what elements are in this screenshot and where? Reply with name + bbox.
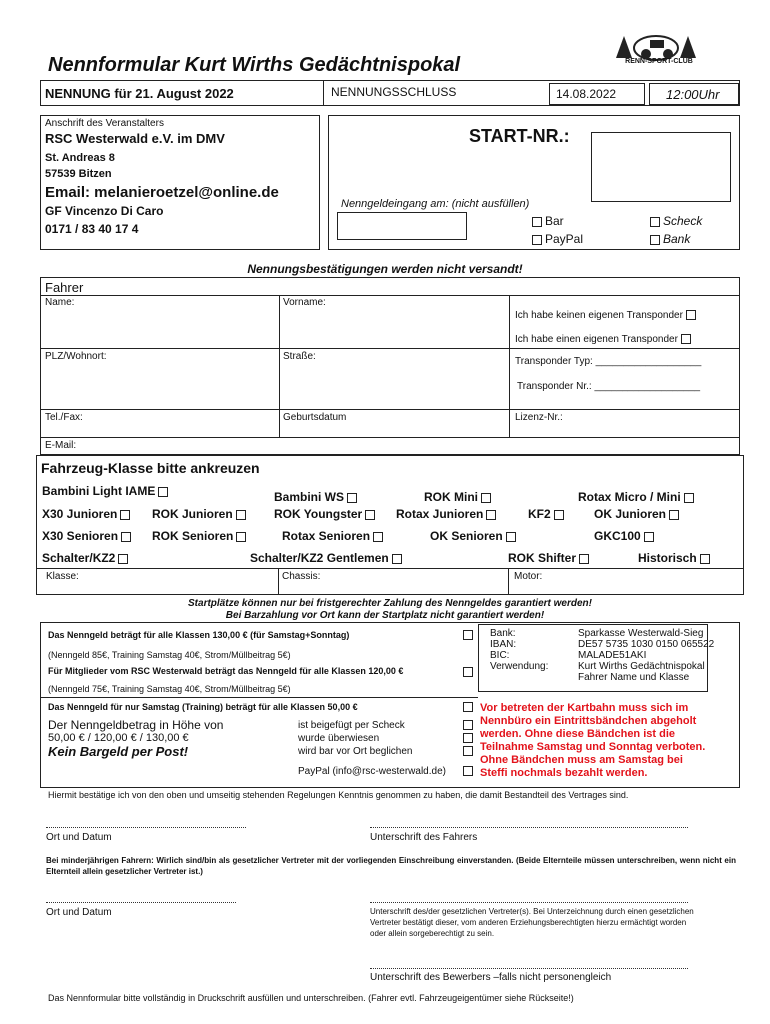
nennungsschluss-time: 12:00Uhr [649, 83, 739, 105]
page-title: Nennformular Kurt Wirths Gedächtnispokal [48, 54, 461, 76]
bank-labels: Bank: IBAN: BIC: Verwendung: [490, 628, 549, 672]
option-paypal[interactable]: PayPal [529, 232, 583, 246]
nennungsschluss-date: 14.08.2022 [549, 83, 645, 105]
class-schalter-gentlemen[interactable]: Schalter/KZ2 Gentlemen [250, 551, 405, 565]
class-rok-youngster[interactable]: ROK Youngster [274, 507, 378, 521]
class-historisch[interactable]: Historisch [638, 551, 713, 565]
organizer-street: St. Andreas 8 [45, 152, 115, 164]
fee-all-detail: (Nenngeld 85€, Training Samstag 40€, Strom/Müllbeitrag 5€) [48, 650, 291, 660]
fee-saturday: Das Nenngeld für nur Samstag (Training) beträgt für alle Klassen 50,00 € [48, 702, 358, 712]
driver-heading: Fahrer [45, 280, 84, 295]
organizer-city: 57539 Bitzen [45, 168, 112, 180]
sign-line-date-2[interactable] [46, 902, 236, 903]
nennungsschluss-label: NENNUNGSSCHLUSS [331, 85, 457, 99]
organizer-name: RSC Westerwald e.V. im DMV [45, 131, 225, 146]
fee-members-checkbox[interactable] [463, 667, 473, 677]
class-rok-senioren[interactable]: ROK Senioren [152, 529, 249, 543]
driver-section [40, 277, 740, 455]
class-bambini-light[interactable]: Bambini Light IAME [42, 484, 171, 498]
entry-wristband-notice: Vor betreten der Kartbahn muss sich im Nennbüro ein Eintrittsbändchen abgeholt werden. Ohne diese Bändchen ist die Teilnahme Samstag und Sonntag verboten. Ohne Bändchen muss am Samstag bei Steffi nochmals bezahlt werden. [480, 702, 706, 779]
unterschrift-fahrer: Unterschrift des Fahrers [370, 832, 478, 843]
geburt-label: Geburtsdatum [283, 412, 347, 423]
vorname-label: Vorname: [283, 297, 326, 308]
organizer-box [40, 115, 320, 250]
transponder-own[interactable]: Ich habe einen eigenen Transponder [515, 334, 694, 345]
club-logo [610, 28, 700, 72]
class-x30-junioren[interactable]: X30 Junioren [42, 507, 133, 521]
confirm-text: Hiermit bestätige ich von den oben und umseitig stehenden Regelungen Kenntnis genommen zu haben, die damit Bestandteil des Vertrages sind. [48, 790, 629, 800]
pay-scheck-label: ist beigefügt per Scheck [298, 720, 405, 731]
class-x30-senioren[interactable]: X30 Senioren [42, 529, 134, 543]
plz-label: PLZ/Wohnort: [45, 351, 107, 362]
guardian-signature-note: Unterschrift des/der gesetzlichen Vertreter(s). Bei Unterzeichnung durch einen gesetzlichen Vertreter bestätigt dieser, vom anderen Erziehungsberechtigten hierzu ermächtigt worden oder allein sorgeberechtigt zu sein. [370, 907, 694, 938]
ort-datum-1: Ort und Datum [46, 832, 112, 843]
email-label: E-Mail: [45, 440, 77, 451]
chassis-label: Chassis: [282, 571, 321, 582]
fee-all-checkbox[interactable] [463, 630, 473, 640]
bank-values: Sparkasse Westerwald-Sieg DE57 5735 1030 0150 065522 MALADE51AKI Kurt Wirths Gedächtnispokal Fahrer Name und Klasse [578, 628, 715, 683]
class-rok-junioren[interactable]: ROK Junioren [152, 507, 249, 521]
pay-paypal-checkbox[interactable] [463, 766, 473, 776]
option-scheck[interactable]: Scheck [647, 214, 702, 228]
fee-members-detail: (Nenngeld 75€, Training Samstag 40€, Strom/Müllbeitrag 5€) [48, 684, 291, 694]
pay-transfer-checkbox[interactable] [463, 733, 473, 743]
payment-received-label: Nenngeldeingang am: (nicht ausfüllen) [341, 198, 530, 210]
class-gkc100[interactable]: GKC100 [594, 529, 657, 543]
class-rok-mini[interactable]: ROK Mini [424, 490, 494, 504]
logo-text: RENN-SPORT-CLUB [625, 58, 693, 65]
class-rotax-senioren[interactable]: Rotax Senioren [282, 529, 386, 543]
class-kf2[interactable]: KF2 [528, 507, 567, 521]
no-cash-note: Kein Bargeld per Post! [48, 744, 189, 759]
option-bar[interactable]: Bar [529, 214, 564, 228]
startplatz-note-1: Startplätze können nur bei fristgerechter Zahlung des Nenngeldes garantiert werden! [188, 598, 592, 609]
start-nr-box [328, 115, 740, 250]
sign-line-guardian[interactable] [370, 902, 688, 903]
footer-note: Das Nennformular bitte vollständig in Druckschrift ausfüllen und unterschreiben. (Fahrer evtl. Fahrzeugeigentümer siehe Rückseite!) [48, 993, 574, 1003]
class-ok-junioren[interactable]: OK Junioren [594, 507, 682, 521]
transponder-typ[interactable]: Transponder Typ: ___________________ [515, 356, 702, 367]
pay-scheck-checkbox[interactable] [463, 720, 473, 730]
confirmations-note: Nennungsbestätigungen werden nicht versandt! [247, 262, 523, 276]
class-ok-senioren[interactable]: OK Senioren [430, 529, 519, 543]
minor-consent-note: Bei minderjährigen Fahrern: Wirlich sind/bin als gesetzlicher Vertreter mit der vorliegenden Einschreibung einverstanden. (Beide Elternteile müssen unterschreiben, wenn nicht ein Elternteil allein gesetzlicher Vertreter ist.) [46, 856, 736, 876]
pay-transfer-label: wurde überwiesen [298, 733, 380, 744]
motor-label: Motor: [514, 571, 543, 582]
fee-members: Für Mitglieder vom RSC Westerwald beträgt das Nenngeld für alle Klassen 120,00 € [48, 666, 404, 676]
organizer-heading: Anschrift des Veranstalters [45, 118, 164, 129]
header-row [40, 80, 740, 106]
unterschrift-bewerber: Unterschrift des Bewerbers –falls nicht personengleich [370, 972, 612, 983]
fee-amounts: 50,00 € / 120,00 € / 130,00 € [48, 732, 189, 744]
pay-site-label: wird bar vor Ort beglichen [298, 746, 413, 757]
kart-logo-icon [610, 28, 700, 72]
organizer-gf: GF Vincenzo Di Caro [45, 204, 164, 218]
fee-saturday-checkbox[interactable] [463, 702, 473, 712]
name-label: Name: [45, 297, 75, 308]
klasse-label: Klasse: [46, 571, 79, 582]
start-nr-label: START-NR.: [469, 126, 570, 146]
ort-datum-2: Ort und Datum [46, 907, 112, 918]
start-nr-field[interactable] [591, 132, 731, 202]
payment-received-field[interactable] [337, 212, 467, 240]
class-rotax-micro[interactable]: Rotax Micro / Mini [578, 490, 697, 504]
strasse-label: Straße: [283, 351, 316, 362]
class-bambini-ws[interactable]: Bambini WS [274, 490, 360, 504]
lizenz-label: Lizenz-Nr.: [515, 412, 563, 423]
option-bank[interactable]: Bank [647, 232, 690, 246]
sign-line-date[interactable] [46, 827, 246, 828]
transponder-none[interactable]: Ich habe keinen eigenen Transponder [515, 310, 699, 321]
vehicle-section [36, 455, 744, 595]
sign-line-applicant[interactable] [370, 968, 688, 969]
nennung-date: NENNUNG für 21. August 2022 [45, 86, 234, 101]
fee-all-classes: Das Nenngeld beträgt für alle Klassen 130,00 € (für Samstag+Sonntag) [48, 630, 350, 640]
startplatz-note-2: Bei Barzahlung vor Ort kann der Startplatz nicht garantiert werden! [225, 610, 545, 621]
organizer-phone: 0171 / 83 40 17 4 [45, 222, 139, 236]
class-rotax-junioren[interactable]: Rotax Junioren [396, 507, 499, 521]
class-schalter-kz2[interactable]: Schalter/KZ2 [42, 551, 131, 565]
fee-amount-label: Der Nenngeldbetrag in Höhe von [48, 718, 224, 732]
vehicle-heading: Fahrzeug-Klasse bitte ankreuzen [41, 460, 260, 476]
tel-label: Tel./Fax: [45, 412, 83, 423]
sign-line-driver[interactable] [370, 827, 688, 828]
pay-site-checkbox[interactable] [463, 746, 473, 756]
pay-paypal-label: PayPal (info@rsc-westerwald.de) [298, 766, 446, 777]
transponder-nr[interactable]: Transponder Nr.: ___________________ [517, 381, 701, 392]
class-rok-shifter[interactable]: ROK Shifter [508, 551, 592, 565]
organizer-email: Email: melanieroetzel@online.de [45, 184, 279, 201]
